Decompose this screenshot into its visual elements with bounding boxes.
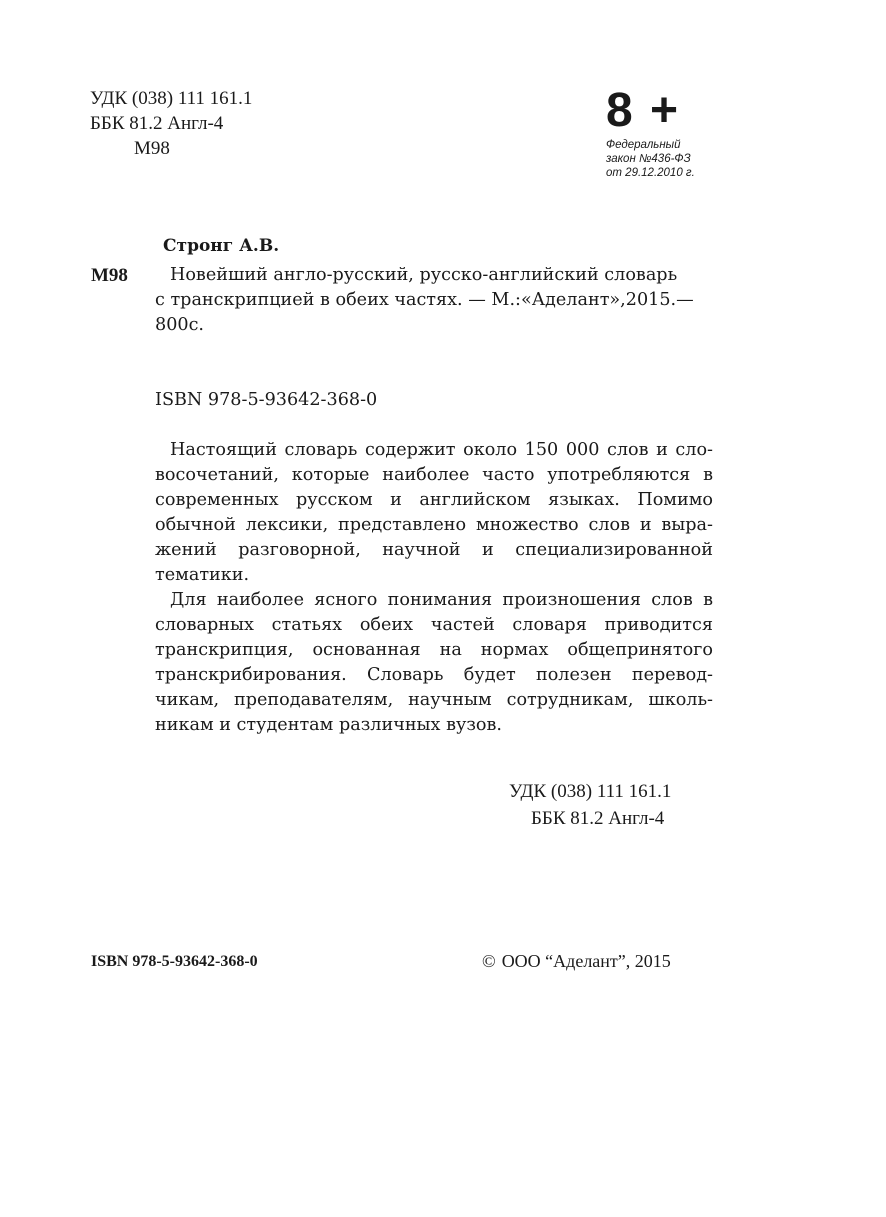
age-rating-law-line3: от 29.12.2010 г. xyxy=(606,167,695,179)
book-author: Стронг А.В. xyxy=(163,236,280,256)
author-mark: М98 xyxy=(134,138,170,159)
book-title-description xyxy=(155,263,715,338)
copyright-icon: © xyxy=(482,951,496,971)
bbk-code-bottom: ББК 81.2 Англ-4 xyxy=(531,808,665,829)
isbn-main: ISBN 978-5-93642-368-0 xyxy=(155,390,378,410)
udk-code-bottom: УДК (038) 111 161.1 xyxy=(509,781,672,802)
annotation-line: словарных статьях обеих частей словаря приводится xyxy=(155,615,713,635)
annotation-line: Настоящий словарь содержит около 150 000 слов и сло- xyxy=(170,440,713,460)
classification-block-top xyxy=(90,86,252,161)
annotation-line: транскрибирования. Словарь будет полезен перевод- xyxy=(155,665,713,685)
annotation-line: восочетаний, которые наиболее часто употребляются в xyxy=(155,465,713,485)
annotation-line: тематики. xyxy=(155,565,250,585)
age-rating-law-line2: закон №436-ФЗ xyxy=(606,153,691,165)
annotation-line: транскрипция, основанная на нормах общепринятого xyxy=(155,640,713,660)
title-author-mark: М98 xyxy=(91,265,128,286)
annotation-line: современных русском и английском языках. Помимо xyxy=(155,490,713,510)
title-line: с транскрипцией в обеих частях. — М.:«Аделант»,2015.— xyxy=(155,290,694,310)
udk-code: УДК (038) 111 161.1 xyxy=(90,88,253,109)
age-rating xyxy=(606,84,695,180)
classification-block-bottom xyxy=(509,778,671,832)
age-rating-law-line1: Федеральный xyxy=(606,139,681,151)
annotation-line: чикам, преподавателям, научным сотрудникам, школь- xyxy=(155,690,713,710)
copyright xyxy=(482,951,671,972)
annotation-line: никам и студентам различных вузов. xyxy=(155,715,503,735)
annotation-line: обычной лексики, представлено множество слов и выра- xyxy=(155,515,713,535)
isbn-footer: ISBN 978-5-93642-368-0 xyxy=(91,953,258,970)
title-line: 800с. xyxy=(155,315,205,335)
bbk-code: ББК 81.2 Англ-4 xyxy=(90,113,224,134)
annotation xyxy=(155,438,713,738)
annotation-line: Для наиболее ясного понимания произношения слов в xyxy=(170,590,713,610)
title-line: Новейший англо-русский, русско-английский словарь xyxy=(170,265,678,285)
annotation-line: жений разговорной, научной и специализированной xyxy=(155,540,713,560)
age-rating-mark: 8 + xyxy=(606,84,681,137)
copyright-text: ООО “Аделант”, 2015 xyxy=(501,951,671,971)
